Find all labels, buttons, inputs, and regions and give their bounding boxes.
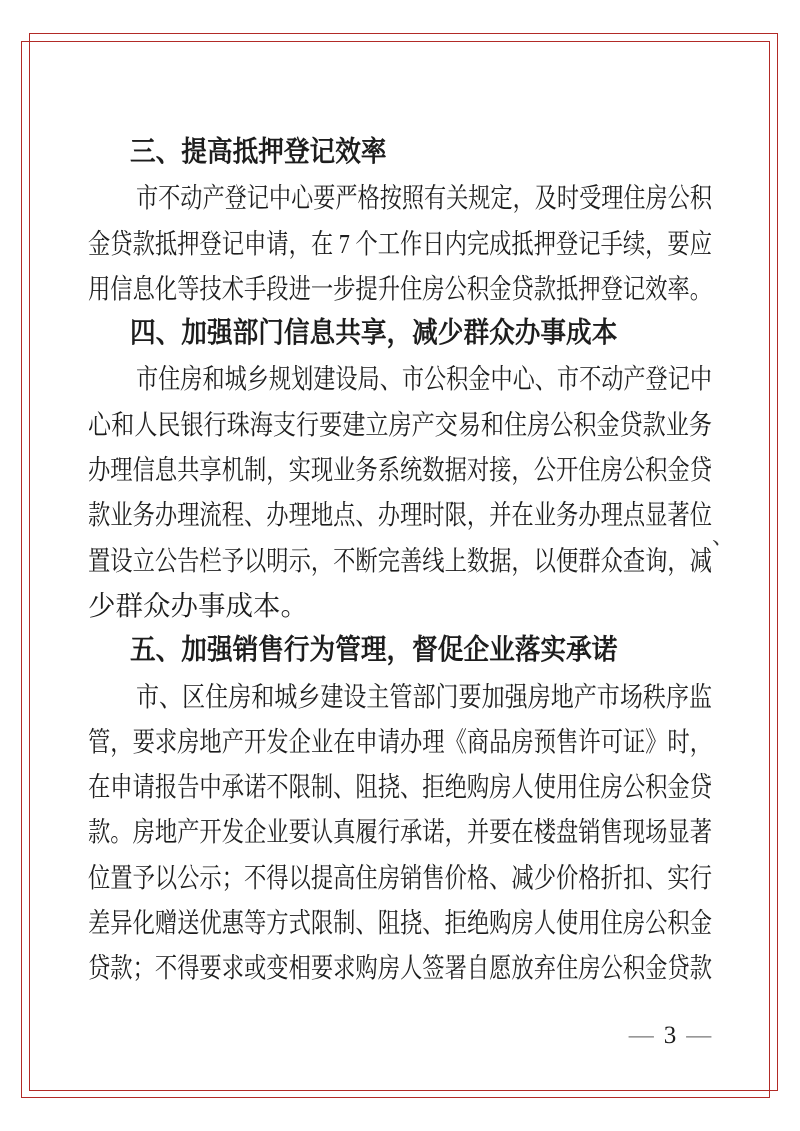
body-text: 款业务办理流程、办理地点、办理时限，并在业务办理点显著位 bbox=[88, 499, 713, 531]
body-text-line bbox=[88, 674, 712, 719]
body-text-line bbox=[88, 855, 712, 900]
body-text-line bbox=[88, 266, 712, 311]
section-heading-text: 五、加强销售行为管理，督促企业落实承诺 bbox=[130, 634, 618, 667]
body-text: 办理信息共享机制，实现业务系统数据对接，公开住房公积金贷 bbox=[88, 454, 713, 486]
scan-artifact-mark: 、 bbox=[712, 524, 735, 549]
page-number bbox=[612, 1022, 728, 1050]
body-text-line bbox=[88, 356, 712, 401]
page-number-dash-left: — bbox=[628, 1022, 654, 1049]
body-text: 心和人民银行珠海支行要建立房产交易和住房公积金贷款业务 bbox=[88, 408, 712, 440]
section-heading-text: 四、加强部门信息共享，减少群众办事成本 bbox=[130, 317, 618, 350]
page-number-dash-right: — bbox=[686, 1022, 712, 1049]
body-text: 贷款；不得要求或变相要求购房人签署自愿放弃住房公积金贷款 bbox=[88, 952, 713, 984]
body-text: 市住房和城乡规划建设局、市公积金中心、市不动产登记中 bbox=[136, 363, 713, 395]
body-text-line bbox=[88, 719, 712, 764]
body-text: 金贷款抵押登记申请，在 7 个工作日内完成抵押登记手续，要应 bbox=[88, 227, 713, 259]
body-text: 置设立公告栏予以明示，不断完善线上数据，以便群众查询，减 bbox=[88, 544, 713, 576]
body-text-line bbox=[88, 945, 712, 990]
section-heading-text: 三、提高抵押登记效率 bbox=[130, 136, 387, 168]
body-text: 管，要求房地产开发企业在申请办理《商品房预售许可证》时， bbox=[88, 725, 713, 757]
page-number-value: 3 bbox=[663, 1022, 677, 1049]
body-text-line bbox=[88, 492, 712, 537]
section-heading bbox=[88, 311, 712, 356]
document-body bbox=[88, 130, 712, 991]
body-text-line bbox=[88, 900, 712, 945]
body-text-line bbox=[88, 221, 712, 266]
body-text-line bbox=[88, 402, 712, 447]
body-text: 少群众办事成本。 bbox=[88, 589, 308, 621]
body-text-line bbox=[88, 809, 712, 854]
body-text-line bbox=[88, 538, 712, 583]
body-text-line bbox=[88, 583, 712, 628]
body-text: 在申请报告中承诺不限制、阻挠、拒绝购房人使用住房公积金贷 bbox=[88, 771, 713, 803]
body-text-line bbox=[88, 447, 712, 492]
body-text: 款。房地产开发企业要认真履行承诺，并要在楼盘销售现场显著 bbox=[88, 816, 713, 848]
body-text: 用信息化等技术手段进一步提升住房公积金贷款抵押登记效率。 bbox=[88, 272, 713, 304]
section-heading bbox=[88, 628, 712, 673]
body-text: 差异化赠送优惠等方式限制、阻挠、拒绝购房人使用住房公积金 bbox=[88, 907, 713, 939]
body-text: 市不动产登记中心要严格按照有关规定，及时受理住房公积 bbox=[136, 182, 713, 214]
body-text-line bbox=[88, 764, 712, 809]
body-text: 市、区住房和城乡建设主管部门要加强房地产市场秩序监 bbox=[136, 680, 712, 712]
section-heading bbox=[88, 130, 712, 175]
body-text-line bbox=[88, 175, 712, 220]
body-text: 位置予以公示；不得以提高住房销售价格、减少价格折扣、实行 bbox=[88, 861, 713, 893]
